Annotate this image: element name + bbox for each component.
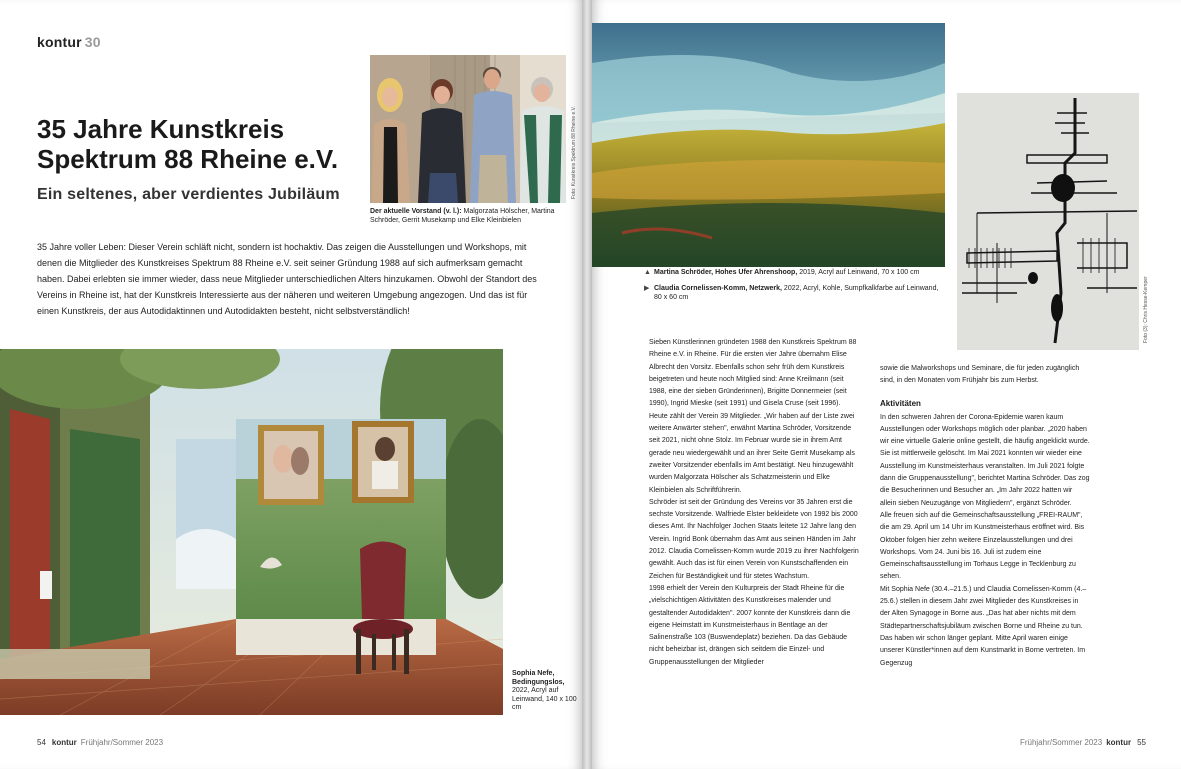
footer-right-page-number: 55 [1137,738,1146,747]
caption-netzwerk-text: 2022, Acryl, Kohle, Sumpfkalkfarbe auf Leinwand, 80 x 60 cm [654,285,939,301]
painting-bedingungslos [0,349,503,715]
photo-credit-netzwerk: Foto (3): Chris Hesse-Kemper [1143,276,1149,343]
caption-netzwerk [644,284,944,302]
article-subtitle: Ein seltenes, aber verdientes Jubiläum [37,186,340,203]
running-head [37,34,101,50]
body-paragraph: Sieben Künstlerinnen gründeten 1988 den Kunstkreis Spektrum 88 Rheine e.V. in Rheine. Für die ersten vier Jahre übernahm Elise Albrecht den Vorsitz. Ebenfalls schon sehr früh dem Kunstkreis beigetreten und heute noch Mitglied sind: Anne Kreilmann (seit 1988, eine der sieben Gründerinnen), Brigitte Donnermeier (seit 1990), Ingrid Mieske (seit 1991) und Gisela Cruse (seit 1996). Heute zählt der Verein 39 Mitglieder. „Wir haben auf der Liste zwei weitere Anwärter stehen", erwähnt Martina Schröder, Vorsitzende seit 2021, nicht ohne Stolz. Im Februar wurde sie in ihrem Amt gerade neu wiedergewählt und an ihrer Seite Gerrit Musekamp als zweiter Vorsitzender ebenfalls im Amt bestätigt. Neu hinzugewählt wurden Malgorzata Hölscher als Schatzmeisterin und Elke Kleinbielen als Schriftführerin. [649,339,857,494]
group-photo-caption [370,207,575,225]
body-paragraph: Mit Sophia Nefe (30.4.–21.5.) und Claudia Cornelissen-Komm (4.–25.6.) stellen in diesem Jahr zwei Mitglieder des Kunstkreises in der Alten Synagoge in Borne aus. „Das hat aber nichts mit dem Städtepartnerschaftsjubiläum zwischen Borne und Rheine zu tun. Das haben wir schon länger geplant. Mitte April waren einige unserer Künstler*innen auf dem Kunstmarkt in Borne vertreten. Im Gegenzug [880,585,1087,667]
left-page [0,0,582,769]
body-paragraph: Schröder ist seit der Gründung des Vereins vor 35 Jahren erst die sechste Vorsitzende. Walfriede Elster bekleidete von 1992 bis 2000 dieses Amt. Ihr Nachfolger Jochen Staats leitete 12 Jahre lang den Verein. Ingrid Bonk übernahm das Amt aus seinen Händen im Jahr 2012. Claudia Cornelissen-Komm wurde 2019 zu ihrer Nachfolgerin gewählt. Auch das ist für einen Verein von Kunstschaffenden ein Zeichen für Beständigkeit und für stetes Wachstum. [649,498,859,580]
article-title: 35 Jahre Kunstkreis Spektrum 88 Rheine e.V. [37,114,339,174]
running-head-number: 30 [84,34,101,50]
group-photo-caption-text: Malgorzata Hölscher, Martina Schröder, Gerrit Musekamp und Elke Kleinbielen [370,208,555,224]
footer-right-brand: kontur [1106,738,1132,747]
body-paragraph: sowie die Malworkshops und Seminare, die für jeden zugänglich sind, in den Monaten vom Frühjahr bis zum Herbst. [880,365,1080,385]
section-heading-aktivitaeten: Aktivitäten [880,398,921,408]
board-group-photo [370,55,566,203]
painting-netzwerk [957,93,1139,350]
painting-hohes-ufer [592,23,945,267]
body-paragraph: In den schweren Jahren der Corona-Epidemie waren kaum Ausstellungen oder Workshops möglich oder planbar. „2020 haben wir eine virtuelle Galerie online gestellt, die häufig angeklickt wurde. Sie ist mittlerweile gelöscht. Im Mai 2021 konnten wir wieder eine Ausstellung im Kunstmeisterhaus veranstalten. Im Juli 2021 folgte dann die Gruppenausstellung", berichtet Martina Schröder. Das zog die Besucherinnen und Besucher an. „Im Jahr 2022 hatten wir allein sieben Neuzugänge von Mitgliedern", ergänzt Schröder. [880,413,1090,507]
caption-hohes-ufer-text: 2019, Acryl auf Leinwand, 70 x 100 cm [797,269,920,276]
painting-left-caption-text: 2022, Acryl auf Leinwand, 140 x 100 cm [512,687,577,711]
lead-paragraph: 35 Jahre voller Leben: Dieser Verein schläft nicht, sondern ist hochaktiv. Das zeigen die Ausstellungen und Workshops, mit denen die Mitglieder des Kunstkreises Spektrum 88 Rheine e.V. seit seiner Gründung 1988 auf sich aufmerksam gemacht haben. Dabei erlebten sie immer wieder, dass neue Mitglieder unterschiedlichen Alters hinzukamen. Obwohl der Standort des Vereins in Rheine ist, hat der Kunstkreis Interessierte aus der näheren und weiteren Umgebung angezogen. Und das ist für einen Kunstkreis, der aus Autodidaktinnen und Autodidakten besteht, nicht selbstverständlich! [37,242,537,316]
photo-credit: Foto: Kunstkreis Spektrum 88 Rheine e.V. [571,106,577,199]
painting-left-caption [512,670,582,713]
right-captions [644,268,944,309]
body-paragraph: 1998 erhielt der Verein den Kulturpreis der Stadt Rheine für die „vielschichtigen Aktivitäten des Kunstkreises malender und gestaltender Autodidakten". 2007 konnte der Kunstkreis dann die eigene Heimstatt im Kunstmeisterhaus in Bentlage an der Salinenstraße 103 (Buswendeplatz) beziehen. Da das Gebäude nicht beheizbar ist, drängen sich seitdem die Einzel- und Gruppenausstellungen der Mitglieder [649,584,851,666]
footer-left-brand: kontur [51,738,77,747]
caption-hohes-ufer [644,268,944,277]
body-column-2 [880,363,1090,670]
footer-left-page-number: 54 [37,738,46,747]
group-photo-caption-bold: Der aktuelle Vorstand (v. l.): [370,208,462,215]
body-paragraph: Alle freuen sich auf die Gemeinschaftsausstellung „FREI-RAUM", die am 29. April um 14 Uhr im Kunstmeisterhaus eröffnet wird. Bis Oktober folgen hier zehn weitere Einzelausstellungen und drei Workshops. Vom 24. Juni bis 16. Juli ist zudem eine Gemeinschaftsausstellung im Torhaus Legge in Tecklenburg zu sehen. [880,511,1085,581]
footer-right-issue: Frühjahr/Sommer 2023 [1019,738,1103,747]
caption-hohes-ufer-bold: Martina Schröder, Hohes Ufer Ahrenshoop, [654,269,798,276]
footer-right [1020,738,1146,747]
caption-netzwerk-bold: Claudia Cornelissen-Komm, Netzwerk, [654,285,782,292]
running-head-brand: kontur [37,34,82,50]
footer-left-issue: Frühjahr/Sommer 2023 [80,738,164,747]
body-column-1 [649,337,859,669]
spine-gutter [582,0,592,769]
footer-left [37,738,163,747]
painting-left-caption-bold: Sophia Nefe, Bedingungslos, [512,670,565,686]
right-page [592,0,1181,769]
